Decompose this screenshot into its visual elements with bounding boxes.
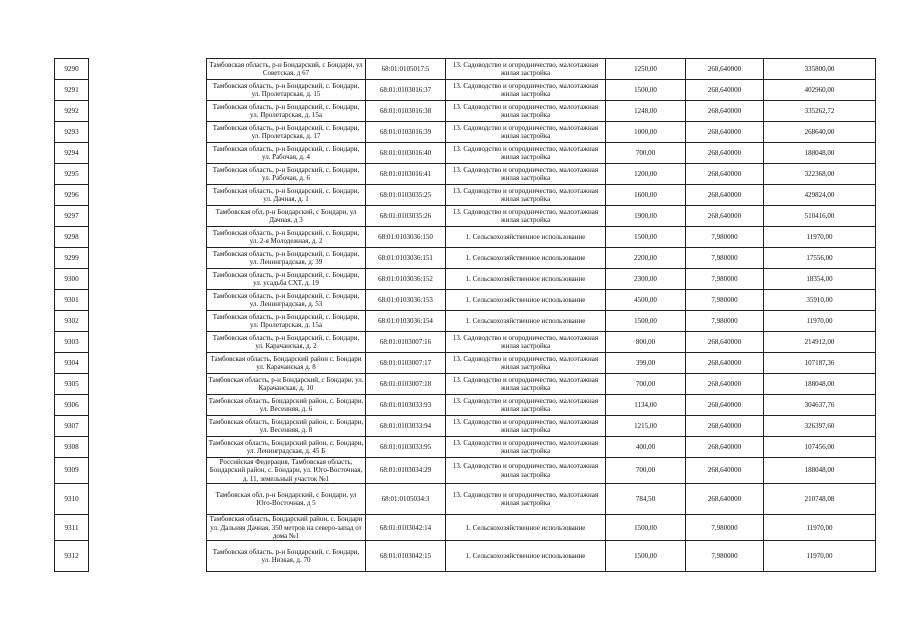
table-row xyxy=(55,311,876,332)
area-cell: 400,00 xyxy=(606,437,686,458)
specific-value-cell: 268,640000 xyxy=(686,416,764,437)
cadastral-value-cell: 210748,08 xyxy=(764,484,876,515)
land-use-cell: 13. Садоводство и огородничество, малоэтажная жилая застройка xyxy=(446,395,606,416)
address-cell: Тамбовская область, Бондарский район с. Бондари ул. Карачанская д. 8 xyxy=(207,353,366,374)
land-use-cell: 1. Сельскохозяйственное использование xyxy=(446,290,606,311)
land-use-cell: 13. Садоводство и огородничество, малоэтажная жилая застройка xyxy=(446,437,606,458)
record-number-cell: 9302 xyxy=(55,311,89,332)
land-use-cell: 13. Садоводство и огородничество, малоэтажная жилая застройка xyxy=(446,164,606,185)
land-register-table xyxy=(54,58,876,572)
table-row xyxy=(55,437,876,458)
area-cell: 1500,00 xyxy=(606,541,686,572)
area-cell: 784,50 xyxy=(606,484,686,515)
specific-value-cell: 7,980000 xyxy=(686,541,764,572)
blank-column-cell xyxy=(89,206,207,227)
cadastral-value-cell: 35910,00 xyxy=(764,290,876,311)
blank-column-cell xyxy=(89,416,207,437)
blank-column-cell xyxy=(89,227,207,248)
blank-column-cell xyxy=(89,269,207,290)
cadastral-value-cell: 214912,00 xyxy=(764,332,876,353)
cadastral-number-cell: 68:01:0103033:94 xyxy=(366,416,446,437)
address-cell: Тамбовская область, р-н Бондарский, с. Бондари, ул. Рабочая, д. 6 xyxy=(207,164,366,185)
record-number-cell: 9310 xyxy=(55,484,89,515)
land-use-cell: 13. Садоводство и огородничество, малоэтажная жилая застройка xyxy=(446,458,606,484)
address-cell: Тамбовская обл, р-н Бондарский, с Бондари, ул Юго-Восточная, д 5 xyxy=(207,484,366,515)
record-number-cell: 9301 xyxy=(55,290,89,311)
area-cell: 4500,00 xyxy=(606,290,686,311)
table-row xyxy=(55,374,876,395)
specific-value-cell: 268,640000 xyxy=(686,122,764,143)
address-cell: Российская Федерация, Тамбовская область, Бондарский район, с. Бондари, ул. Юго-Восточная, д. 11, земельный участок №1 xyxy=(207,458,366,484)
land-use-cell: 1. Сельскохозяйственное использование xyxy=(446,248,606,269)
cadastral-value-cell: 11970,00 xyxy=(764,227,876,248)
blank-column-cell xyxy=(89,395,207,416)
area-cell: 1900,00 xyxy=(606,206,686,227)
blank-column-cell xyxy=(89,80,207,101)
table-row xyxy=(55,541,876,572)
table-row xyxy=(55,143,876,164)
specific-value-cell: 7,980000 xyxy=(686,311,764,332)
record-number-cell: 9298 xyxy=(55,227,89,248)
cadastral-value-cell: 11970,00 xyxy=(764,311,876,332)
cadastral-value-cell: 107456,00 xyxy=(764,437,876,458)
land-use-cell: 1. Сельскохозяйственное использование xyxy=(446,311,606,332)
record-number-cell: 9295 xyxy=(55,164,89,185)
table-row xyxy=(55,484,876,515)
cadastral-value-cell: 107187,36 xyxy=(764,353,876,374)
table-row xyxy=(55,395,876,416)
area-cell: 1248,00 xyxy=(606,101,686,122)
record-number-cell: 9296 xyxy=(55,185,89,206)
area-cell: 1215,00 xyxy=(606,416,686,437)
specific-value-cell: 268,640000 xyxy=(686,59,764,80)
table-row xyxy=(55,515,876,541)
record-number-cell: 9304 xyxy=(55,353,89,374)
blank-column-cell xyxy=(89,437,207,458)
cadastral-number-cell: 68:01:0103035:25 xyxy=(366,185,446,206)
address-cell: Тамбовская область, Бондарский район, с. Бондари, ул. Ленинградская, д. 45 Б xyxy=(207,437,366,458)
table-row xyxy=(55,206,876,227)
specific-value-cell: 268,640000 xyxy=(686,185,764,206)
record-number-cell: 9305 xyxy=(55,374,89,395)
table-row xyxy=(55,416,876,437)
record-number-cell: 9311 xyxy=(55,515,89,541)
cadastral-value-cell: 304637,76 xyxy=(764,395,876,416)
blank-column-cell xyxy=(89,515,207,541)
specific-value-cell: 268,640000 xyxy=(686,437,764,458)
specific-value-cell: 268,640000 xyxy=(686,80,764,101)
address-cell: Тамбовская область, р-н Бондарский, с. Бондари, ул. 2-я Молодежная, д. 2 xyxy=(207,227,366,248)
blank-column-cell xyxy=(89,541,207,572)
record-number-cell: 9312 xyxy=(55,541,89,572)
address-cell: Тамбовская область, Бондарский район, с. Бондари, ул. Весенняя, д. 6 xyxy=(207,395,366,416)
cadastral-value-cell: 326397,60 xyxy=(764,416,876,437)
address-cell: Тамбовская область, р-н Бондарский, с. Бондари, ул. усадьба СХТ, д. 19 xyxy=(207,269,366,290)
cadastral-value-cell: 11970,00 xyxy=(764,541,876,572)
cadastral-number-cell: 68:01:0103016:40 xyxy=(366,143,446,164)
cadastral-value-cell: 402960,00 xyxy=(764,80,876,101)
table-row xyxy=(55,101,876,122)
address-cell: Тамбовская область, р-н Бондарский, с. Бондари, ул. Пролетарская, д. 15а xyxy=(207,311,366,332)
cadastral-number-cell: 68:01:0105017:5 xyxy=(366,59,446,80)
cadastral-value-cell: 18354,00 xyxy=(764,269,876,290)
address-cell: Тамбовская область, р-н Бондарский, с. Бондари, ул. Низкая, д. 70 xyxy=(207,541,366,572)
blank-column-cell xyxy=(89,143,207,164)
address-cell: Тамбовская область, р-н Бондарский, с. Бондари, ул. Ленинградская, д. 53 xyxy=(207,290,366,311)
cadastral-value-cell: 11970,00 xyxy=(764,515,876,541)
land-use-cell: 13. Садоводство и огородничество, малоэтажная жилая застройка xyxy=(446,206,606,227)
record-number-cell: 9299 xyxy=(55,248,89,269)
specific-value-cell: 268,640000 xyxy=(686,353,764,374)
cadastral-value-cell: 510416,00 xyxy=(764,206,876,227)
cadastral-value-cell: 322368,00 xyxy=(764,164,876,185)
cadastral-value-cell: 188048,00 xyxy=(764,374,876,395)
blank-column-cell xyxy=(89,458,207,484)
address-cell: Тамбовская область, р-н Бондарский, с. Бондари, ул. Пролетарская, д. 15 xyxy=(207,80,366,101)
area-cell: 1250,00 xyxy=(606,59,686,80)
cadastral-number-cell: 68:01:0103042:15 xyxy=(366,541,446,572)
cadastral-value-cell: 268640,00 xyxy=(764,122,876,143)
specific-value-cell: 268,640000 xyxy=(686,374,764,395)
area-cell: 1500,00 xyxy=(606,311,686,332)
cadastral-number-cell: 68:01:0103042:14 xyxy=(366,515,446,541)
cadastral-number-cell: 68:01:0103016:39 xyxy=(366,122,446,143)
record-number-cell: 9309 xyxy=(55,458,89,484)
land-use-cell: 13. Садоводство и огородничество, малоэтажная жилая застройка xyxy=(446,59,606,80)
cadastral-number-cell: 68:01:0103016:41 xyxy=(366,164,446,185)
specific-value-cell: 268,640000 xyxy=(686,395,764,416)
specific-value-cell: 268,640000 xyxy=(686,143,764,164)
record-number-cell: 9303 xyxy=(55,332,89,353)
address-cell: Тамбовская область, р-н Бондарский, с. Бондари, ул. Рабочая, д. 4 xyxy=(207,143,366,164)
specific-value-cell: 7,980000 xyxy=(686,290,764,311)
table-row xyxy=(55,122,876,143)
specific-value-cell: 7,980000 xyxy=(686,227,764,248)
specific-value-cell: 7,980000 xyxy=(686,269,764,290)
cadastral-value-cell: 335800,00 xyxy=(764,59,876,80)
table-row xyxy=(55,80,876,101)
table-row xyxy=(55,248,876,269)
land-use-cell: 1. Сельскохозяйственное использование xyxy=(446,227,606,248)
land-use-cell: 13. Садоводство и огородничество, малоэтажная жилая застройка xyxy=(446,353,606,374)
area-cell: 1500,00 xyxy=(606,515,686,541)
specific-value-cell: 268,640000 xyxy=(686,101,764,122)
area-cell: 1134,00 xyxy=(606,395,686,416)
address-cell: Тамбовская область, р-н Бондарский, с. Бондари, ул. Карачанская, д. 2 xyxy=(207,332,366,353)
record-number-cell: 9300 xyxy=(55,269,89,290)
land-use-cell: 13. Садоводство и огородничество, малоэтажная жилая застройка xyxy=(446,484,606,515)
table-row xyxy=(55,332,876,353)
blank-column-cell xyxy=(89,248,207,269)
cadastral-number-cell: 68:01:0103033:93 xyxy=(366,395,446,416)
address-cell: Тамбовская область, Бондарский район, с. Бондари, ул. Весенняя, д. 8 xyxy=(207,416,366,437)
area-cell: 1600,00 xyxy=(606,185,686,206)
address-cell: Тамбовская область, р-н Бондарский, с Бондари, ул. Карачанская, д. 10 xyxy=(207,374,366,395)
blank-column-cell xyxy=(89,311,207,332)
blank-column-cell xyxy=(89,59,207,80)
land-use-cell: 13. Садоводство и огородничество, малоэтажная жилая застройка xyxy=(446,185,606,206)
register-body xyxy=(55,59,876,572)
address-cell: Тамбовская область, р-н Бондарский, с. Бондари, ул. Ленинградская, д. 39 xyxy=(207,248,366,269)
blank-column-cell xyxy=(89,332,207,353)
table-row xyxy=(55,185,876,206)
record-number-cell: 9291 xyxy=(55,80,89,101)
table-row xyxy=(55,290,876,311)
cadastral-number-cell: 68:01:0103007:16 xyxy=(366,332,446,353)
land-use-cell: 13. Садоводство и огородничество, малоэтажная жилая застройка xyxy=(446,143,606,164)
address-cell: Тамбовская область, р-н Бондарский, с Бондари, ул Советская, д 67 xyxy=(207,59,366,80)
specific-value-cell: 268,640000 xyxy=(686,332,764,353)
land-use-cell: 13. Садоводство и огородничество, малоэтажная жилая застройка xyxy=(446,122,606,143)
address-cell: Тамбовская область, р-н Бондарский, с. Бондари, ул. Дачная, д. 1 xyxy=(207,185,366,206)
record-number-cell: 9297 xyxy=(55,206,89,227)
land-use-cell: 13. Садоводство и огородничество, малоэтажная жилая застройка xyxy=(446,374,606,395)
blank-column-cell xyxy=(89,374,207,395)
address-cell: Тамбовская область, р-н Бондарский, с. Бондари, ул. Пролетарская, д. 17 xyxy=(207,122,366,143)
specific-value-cell: 7,980000 xyxy=(686,515,764,541)
cadastral-value-cell: 188048,00 xyxy=(764,458,876,484)
record-number-cell: 9294 xyxy=(55,143,89,164)
blank-column-cell xyxy=(89,185,207,206)
table-row xyxy=(55,59,876,80)
specific-value-cell: 268,640000 xyxy=(686,458,764,484)
cadastral-number-cell: 68:01:0103036:151 xyxy=(366,248,446,269)
table-row xyxy=(55,164,876,185)
specific-value-cell: 7,980000 xyxy=(686,248,764,269)
land-use-cell: 13. Садоводство и огородничество, малоэтажная жилая застройка xyxy=(446,332,606,353)
area-cell: 2200,00 xyxy=(606,248,686,269)
specific-value-cell: 268,640000 xyxy=(686,206,764,227)
cadastral-number-cell: 68:01:0103016:38 xyxy=(366,101,446,122)
address-cell: Тамбовская обл, р-н Бондарский, с Бондари, ул Дачная, д 3 xyxy=(207,206,366,227)
blank-column-cell xyxy=(89,101,207,122)
area-cell: 399,00 xyxy=(606,353,686,374)
cadastral-value-cell: 17556,00 xyxy=(764,248,876,269)
cadastral-value-cell: 188048,00 xyxy=(764,143,876,164)
cadastral-number-cell: 68:01:0103033:95 xyxy=(366,437,446,458)
cadastral-number-cell: 68:01:0103007:18 xyxy=(366,374,446,395)
cadastral-number-cell: 68:01:0103035:26 xyxy=(366,206,446,227)
record-number-cell: 9290 xyxy=(55,59,89,80)
blank-column-cell xyxy=(89,290,207,311)
area-cell: 1200,00 xyxy=(606,164,686,185)
cadastral-number-cell: 68:01:0103036:150 xyxy=(366,227,446,248)
cadastral-number-cell: 68:01:0103034:29 xyxy=(366,458,446,484)
area-cell: 2300,00 xyxy=(606,269,686,290)
cadastral-number-cell: 68:01:0103036:154 xyxy=(366,311,446,332)
record-number-cell: 9293 xyxy=(55,122,89,143)
cadastral-number-cell: 68:01:0103036:153 xyxy=(366,290,446,311)
land-use-cell: 13. Садоводство и огородничество, малоэтажная жилая застройка xyxy=(446,80,606,101)
land-use-cell: 13. Садоводство и огородничество, малоэтажная жилая застройка xyxy=(446,416,606,437)
cadastral-number-cell: 68:01:0105034:3 xyxy=(366,484,446,515)
cadastral-number-cell: 68:01:0103007:17 xyxy=(366,353,446,374)
table-row xyxy=(55,353,876,374)
record-number-cell: 9292 xyxy=(55,101,89,122)
blank-column-cell xyxy=(89,164,207,185)
area-cell: 1500,00 xyxy=(606,80,686,101)
specific-value-cell: 268,640000 xyxy=(686,484,764,515)
cadastral-number-cell: 68:01:0103016:37 xyxy=(366,80,446,101)
land-use-cell: 13. Садоводство и огородничество, малоэтажная жилая застройка xyxy=(446,101,606,122)
area-cell: 700,00 xyxy=(606,458,686,484)
specific-value-cell: 268,640000 xyxy=(686,164,764,185)
record-number-cell: 9308 xyxy=(55,437,89,458)
table-row xyxy=(55,458,876,484)
land-use-cell: 1. Сельскохозяйственное использование xyxy=(446,269,606,290)
area-cell: 1500,00 xyxy=(606,227,686,248)
area-cell: 700,00 xyxy=(606,374,686,395)
land-use-cell: 1. Сельскохозяйственное использование xyxy=(446,541,606,572)
address-cell: Тамбовская область, р-н Бондарский, с. Бондари, ул. Пролетарская, д. 15а xyxy=(207,101,366,122)
blank-column-cell xyxy=(89,353,207,374)
address-cell: Тамбовская область, Бондарский район, с. Бондари ул. Дальняя Дачная, 350 метров на северо-запад от дома №1 xyxy=(207,515,366,541)
table-row xyxy=(55,227,876,248)
area-cell: 1000,00 xyxy=(606,122,686,143)
cadastral-number-cell: 68:01:0103036:152 xyxy=(366,269,446,290)
blank-column-cell xyxy=(89,122,207,143)
cadastral-value-cell: 335262,72 xyxy=(764,101,876,122)
record-number-cell: 9307 xyxy=(55,416,89,437)
area-cell: 800,00 xyxy=(606,332,686,353)
record-number-cell: 9306 xyxy=(55,395,89,416)
area-cell: 700,00 xyxy=(606,143,686,164)
land-use-cell: 1. Сельскохозяйственное использование xyxy=(446,515,606,541)
cadastral-value-cell: 429824,00 xyxy=(764,185,876,206)
table-row xyxy=(55,269,876,290)
blank-column-cell xyxy=(89,484,207,515)
